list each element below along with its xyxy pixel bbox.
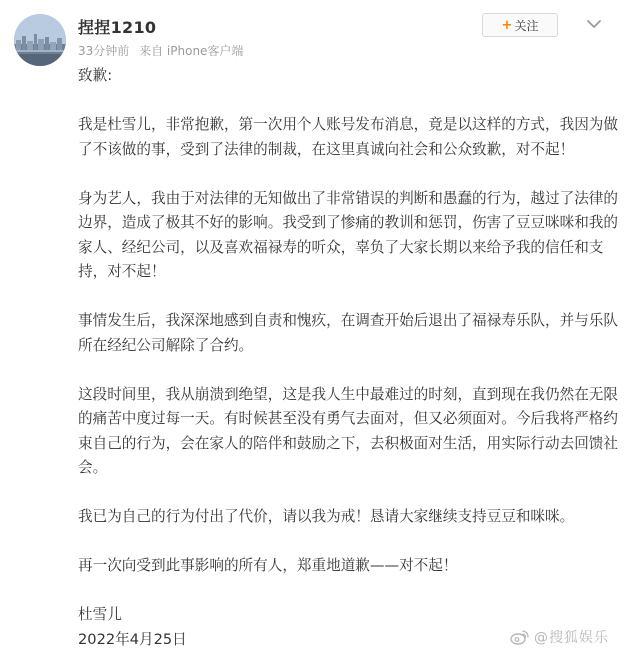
- chevron-down-icon[interactable]: [584, 14, 604, 34]
- avatar[interactable]: [14, 14, 66, 66]
- paragraph-3: 事情发生后，我深深地感到自责和愧疚，在调查开始后退出了福禄寿乐队，并与乐队所在经纪公司解除了合约。: [78, 312, 618, 354]
- post-time[interactable]: 33分钟前: [78, 44, 130, 58]
- paragraph-6: 再一次向受到此事影响的所有人，郑重地道歉——对不起！: [78, 557, 458, 574]
- signature: 杜雪儿: [78, 606, 122, 623]
- avatar-cityscape-image: [14, 14, 66, 66]
- date: 2022年4月25日: [78, 630, 187, 648]
- watermark: [510, 627, 609, 647]
- paragraph-4: 这段时间里，我从崩溃到绝望，这是我人生中最难过的时刻，直到现在我仍然在无限的痛苦中度过每一天。有时候甚至没有勇气去面对，但又必须面对。今后我将严格约束自己的行为，会在家人的陪伴和鼓励之下，去积极面对生活，用实际行动去回馈社会。: [78, 385, 618, 476]
- username[interactable]: 捏捏1210: [78, 18, 157, 37]
- post-meta: [78, 42, 249, 59]
- greeting-line: 致歉:: [78, 67, 113, 84]
- paragraph-1: 我是杜雪儿，非常抱歉，第一次用个人账号发布消息，竟是以这样的方式，我因为做了不该做的事，受到了法律的制裁，在这里真诚向社会和公众致歉，对不起！: [78, 116, 618, 158]
- watermark-text: @搜狐娱乐: [534, 630, 609, 646]
- plus-icon: +: [501, 17, 513, 33]
- follow-button[interactable]: [482, 13, 558, 37]
- paragraph-5: 我已为自己的行为付出了代价，请以我为戒！恳请大家继续支持豆豆和咪咪。: [78, 508, 575, 525]
- follow-label: 关注: [514, 18, 539, 33]
- post-content: [78, 64, 618, 652]
- post-source: 来自 iPhone客户端: [139, 44, 244, 58]
- weibo-logo-icon: [510, 629, 530, 645]
- paragraph-2: 身为艺人，我由于对法律的无知做出了非常错误的判断和愚蠢的行为，越过了法律的边界，造成了极其不好的影响。我受到了惨痛的教训和惩罚，伤害了豆豆咪咪和我的家人、经纪公司，以及喜欢福禄寿的听众，辜负了大家长期以来给予我的信任和支持，对不起！: [78, 189, 618, 280]
